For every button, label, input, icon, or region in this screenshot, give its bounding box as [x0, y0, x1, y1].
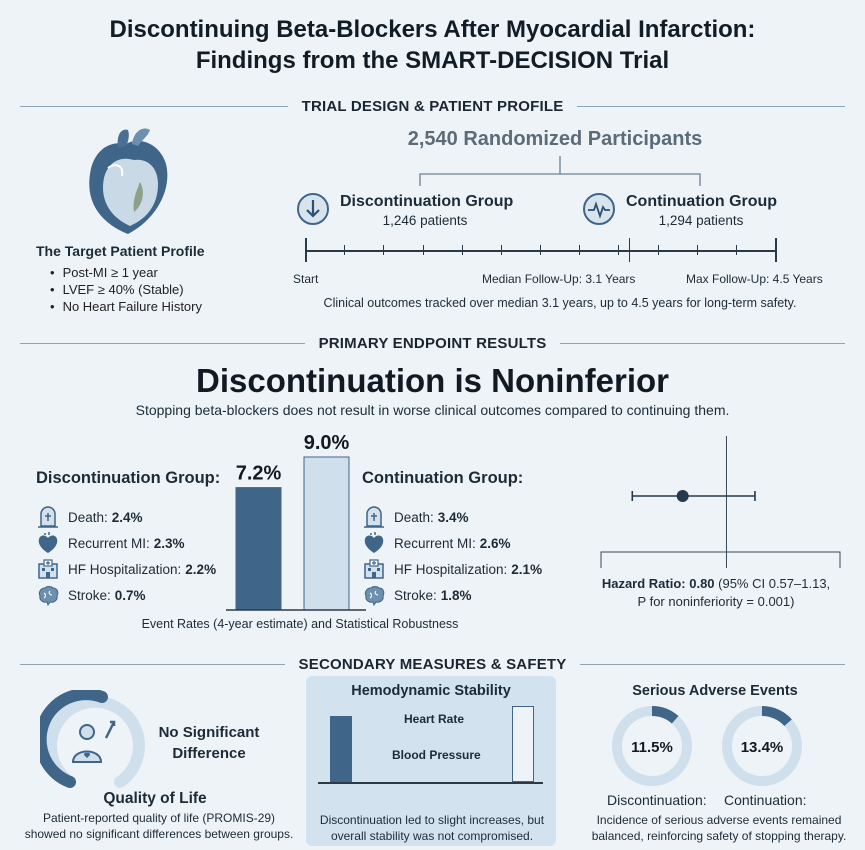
hazard-ratio-forest-plot [596, 432, 846, 572]
stat-value: 2.6% [479, 535, 511, 551]
disc-patients: 1,246 patients [382, 213, 468, 228]
timeline-tick [462, 245, 463, 255]
stat-label: Stroke: [68, 587, 111, 603]
sae-disc-label: Discontinuation: [607, 792, 707, 808]
stat-label: Death: [68, 509, 108, 525]
cont-group-title: Continuation Group [626, 193, 778, 210]
hazard-ratio-p: P for noninferiority = 0.001) [637, 594, 795, 609]
section-title-design: TRIAL DESIGN & PATIENT PROFILE [301, 97, 564, 115]
stat-value: 2.1% [511, 561, 543, 577]
disc-group-title: Discontinuation Group [340, 193, 514, 210]
hospital-icon [36, 558, 60, 580]
timeline-start-tick [305, 238, 307, 262]
bar-continuation [304, 457, 349, 610]
hemo-bar-discontinuation [330, 716, 352, 782]
stat-row-hf [36, 556, 216, 582]
stat-row-death [36, 504, 216, 530]
stat-label: Recurrent MI: [394, 535, 476, 551]
randomized-count: 2,540 Randomized Participants [407, 128, 703, 150]
stat-row-hf [362, 556, 542, 582]
timeline-tick [736, 245, 737, 255]
page-title [0, 14, 865, 76]
bar-discontinuation [236, 488, 281, 610]
cont-stats-heading: Continuation Group: [362, 469, 524, 487]
timeline-tick [423, 245, 424, 255]
heart-icon [362, 532, 386, 554]
timeline-median-label: Median Follow-Up: 3.1 Years [482, 272, 636, 286]
sae-title: Serious Adverse Events [632, 683, 798, 699]
timeline-tick [618, 245, 619, 255]
section-header-primary [20, 333, 845, 353]
profile-item: • No Heart Failure History [50, 298, 202, 315]
sae-donut-segment-disc [652, 711, 675, 720]
primary-subhead: Stopping beta-blockers does not result in worse clinical outcomes compared to continuing them. [135, 402, 730, 418]
hospital-icon [362, 558, 386, 580]
profile-list [50, 264, 202, 315]
title-line-2: Findings from the SMART-DECISION Trial [195, 47, 670, 74]
heart-icon [36, 532, 60, 554]
stat-row-stroke [36, 582, 216, 608]
heart-illustration-icon [78, 122, 178, 240]
timeline-median-tick [629, 238, 631, 262]
hemo-note: Discontinuation led to slight increases, but overall stability was not compromised. [319, 813, 545, 843]
cont-patients: 1,294 patients [658, 213, 744, 228]
event-rate-bar-chart [226, 428, 366, 614]
primary-headline: Discontinuation is Noninferior [195, 362, 669, 399]
timeline-note: Clinical outcomes tracked over median 3.1 years, up to 4.5 years for long-term safety. [323, 296, 797, 310]
timeline-tick [540, 245, 541, 255]
forest-bracket [601, 552, 840, 568]
qol-title: Quality of Life [103, 790, 207, 807]
heartbeat-icon [582, 192, 616, 226]
stat-row-death [362, 504, 542, 530]
sae-cont-label: Continuation: [724, 792, 807, 808]
stat-label: HF Hospitalization: [394, 561, 508, 577]
tombstone-icon [362, 506, 386, 528]
stat-value: 2.3% [153, 535, 185, 551]
hemo-heart-rate-label: Heart Rate [404, 712, 465, 726]
section-title-secondary: SECONDARY MEASURES & SAFETY [298, 655, 567, 673]
stat-value: 2.2% [185, 561, 217, 577]
timeline-max-label: Max Follow-Up: 4.5 Years [686, 272, 823, 286]
hazard-ratio-ci: (95% CI 0.57–1.13, [714, 576, 831, 591]
disc-stats-heading: Discontinuation Group: [36, 469, 221, 487]
sae-donut-charts [606, 700, 846, 792]
arrow-down-icon [296, 192, 330, 226]
bar-label-discontinuation: 7.2% [235, 462, 282, 485]
title-line-1: Discontinuing Beta-Blockers After Myocardial Infarction: [109, 16, 756, 43]
stat-label: Death: [394, 509, 434, 525]
hemo-axis [318, 782, 543, 784]
timeline-tick [658, 245, 659, 255]
stat-value: 0.7% [114, 587, 146, 603]
profile-heading: The Target Patient Profile [36, 243, 205, 259]
sae-donut-value-disc: 11.5% [631, 739, 673, 756]
tombstone-icon [36, 506, 60, 528]
hemo-bar-continuation [512, 706, 534, 782]
stat-row-mi [362, 530, 542, 556]
sae-donut-value-cont: 13.4% [740, 739, 784, 756]
stat-value: 3.4% [437, 509, 469, 525]
timeline-tick [501, 245, 502, 255]
profile-item: • LVEF ≥ 40% (Stable) [50, 281, 202, 298]
profile-item: • Post-MI ≥ 1 year [50, 264, 202, 281]
stat-value: 1.8% [440, 587, 472, 603]
quality-of-life-gauge-icon [40, 690, 150, 790]
timeline-tick [579, 245, 580, 255]
hemo-blood-pressure-label: Blood Pressure [392, 748, 481, 762]
forest-point-estimate [677, 490, 689, 502]
bar-label-continuation: 9.0% [303, 432, 350, 454]
brain-icon [36, 584, 60, 606]
stat-row-mi [36, 530, 216, 556]
timeline-max-tick [775, 238, 777, 262]
stat-label: Stroke: [394, 587, 437, 603]
hazard-ratio-value: Hazard Ratio: 0.80 [601, 576, 715, 591]
timeline-tick [383, 245, 384, 255]
section-header-design [20, 96, 845, 116]
bar-chart-caption: Event Rates (4-year estimate) and Statistical Robustness [141, 617, 459, 631]
hemo-title: Hemodynamic Stability [351, 683, 511, 699]
brain-icon [362, 584, 386, 606]
sae-note: Incidence of serious adverse events remained balanced, reinforcing safety of stopping therapy. [591, 813, 847, 843]
stat-row-stroke [362, 582, 542, 608]
section-title-primary: PRIMARY ENDPOINT RESULTS [318, 334, 547, 352]
cont-stats-list [362, 504, 542, 608]
stat-label: HF Hospitalization: [68, 561, 182, 577]
stat-value: 2.4% [111, 509, 143, 525]
disc-stats-list [36, 504, 216, 608]
timeline-tick [344, 245, 345, 255]
split-bracket [400, 156, 720, 188]
qol-result: No Significant Difference [158, 724, 260, 762]
sae-donut-segment-cont [762, 711, 788, 723]
timeline-tick [697, 245, 698, 255]
hazard-ratio-text [566, 575, 865, 611]
section-header-secondary [20, 654, 845, 674]
qol-note: Patient-reported quality of life (PROMIS-29) showed no significant differences between groups. [24, 811, 294, 841]
timeline-start-label: Start [293, 272, 319, 286]
stat-label: Recurrent MI: [68, 535, 150, 551]
